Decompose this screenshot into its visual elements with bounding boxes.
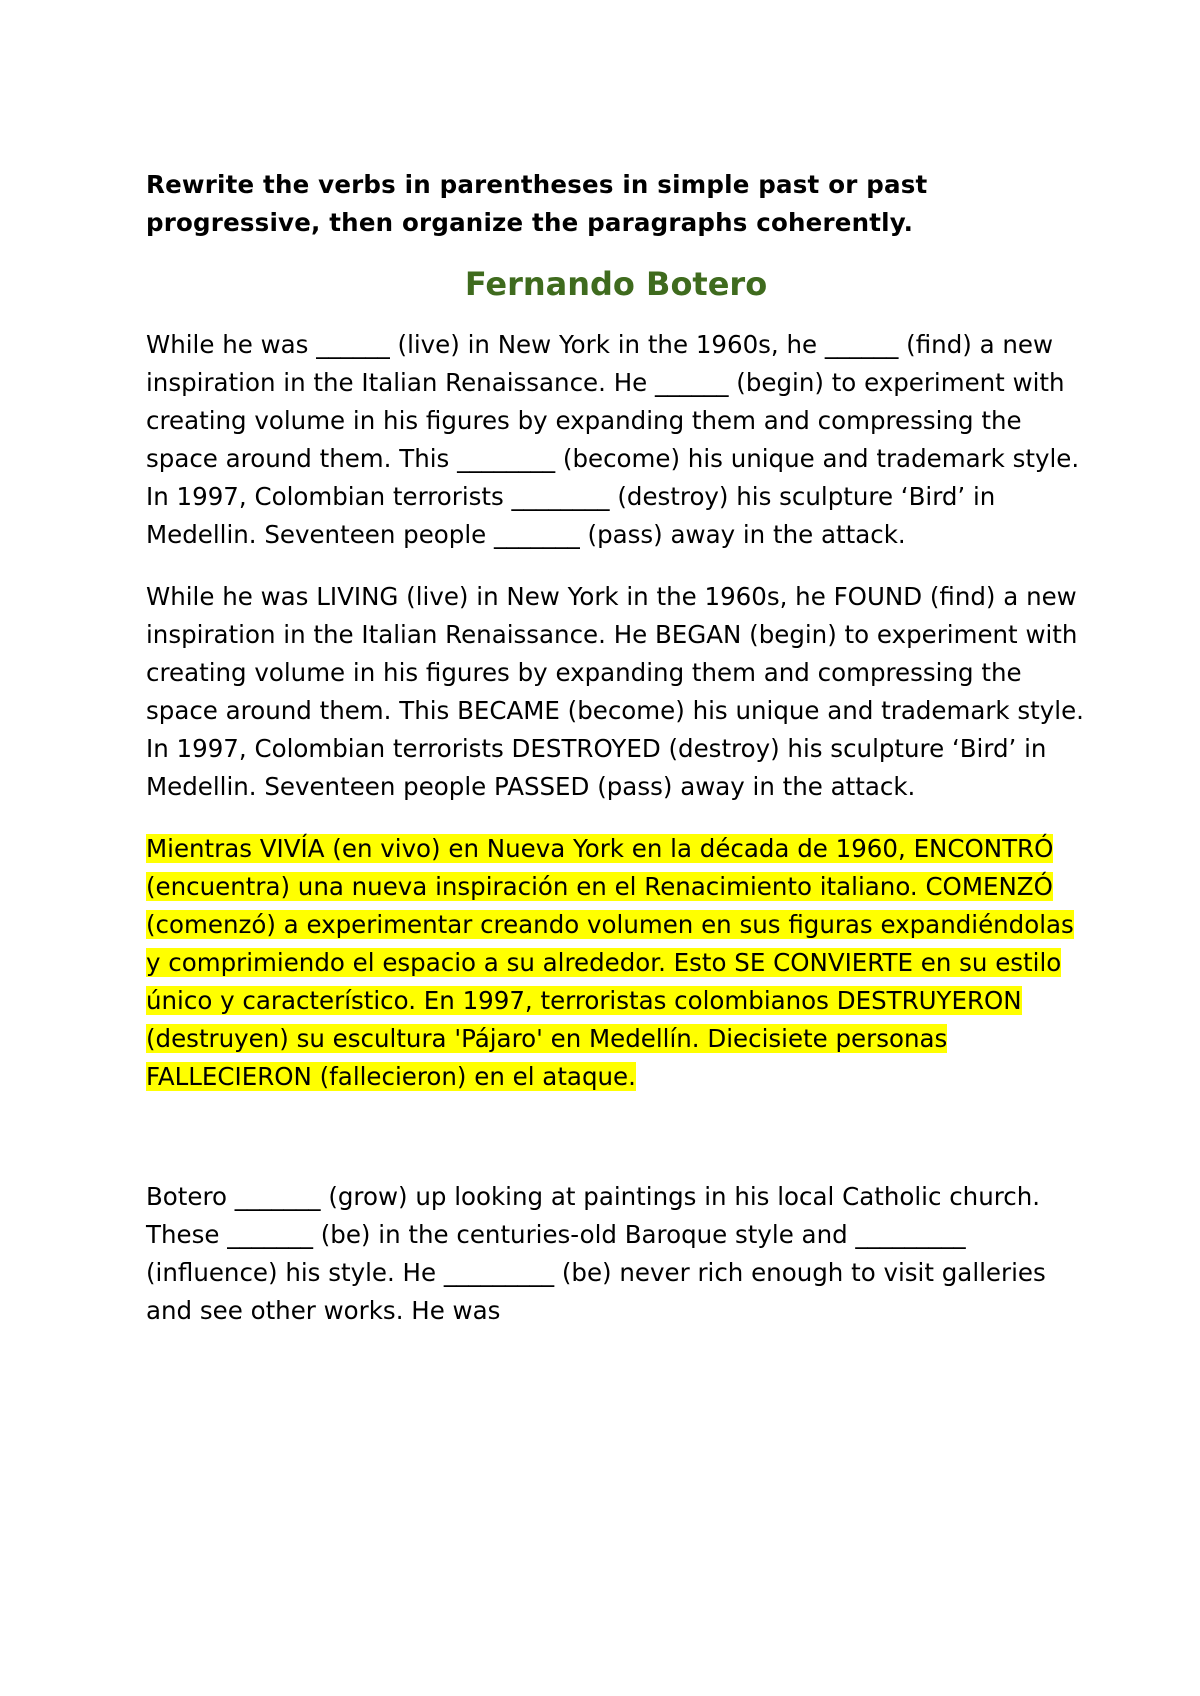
exercise-paragraph-2: Botero _______ (grow) up looking at paintings in his local Catholic church. These _______ (be) in the centuries-old Baroque style and _________ (influence) his style. He _________ (be) never rich enough to visit galleries and see other works. He was <box>146 1182 1046 1325</box>
exercise-paragraph-1: While he was ______ (live) in New York in the 1960s, he ______ (find) a new inspiration in the Italian Renaissance. He ______ (begin) to experiment with creating volume in his figures by expanding them and compressing the space around them. This ________ (become) his unique and trademark style. In 1997, Colombian terrorists ________ (destroy) his sculpture ‘Bird’ in Medellin. Seventeen people _______ (pass) away in the attack. <box>146 330 1080 549</box>
paragraph-spacer <box>146 1120 1086 1178</box>
translation-paragraph-highlighted <box>146 830 1086 1096</box>
highlighted-translation-text: Mientras VIVÍA (en vivo) en Nueva York en la década de 1960, ENCONTRÓ (encuentra) una nueva inspiración en el Renacimiento italiano. COMENZÓ (comenzó) a experimentar creando volumen en sus figuras expandiéndolas y comprimiendo el espacio a su alrededor. Esto SE CONVIERTE en su estilo único y característico. En 1997, terroristas colombianos DESTRUYERON (destruyen) su escultura 'Pájaro' en Medellín. Diecisiete personas FALLECIERON (fallecieron) en el ataque. <box>146 834 1074 1091</box>
answer-paragraph-1: While he was LIVING (live) in New York in the 1960s, he FOUND (find) a new inspiration in the Italian Renaissance. He BEGAN (begin) to experiment with creating volume in his figures by expanding them and compressing the space around them. This BECAME (become) his unique and trademark style. In 1997, Colombian terrorists DESTROYED (destroy) his sculpture ‘Bird’ in Medellin. Seventeen people PASSED (pass) away in the attack. <box>146 582 1084 801</box>
exercise-instruction: Rewrite the verbs in parentheses in simple past or past progressive, then organize the paragraphs coherently. <box>146 170 928 237</box>
document-title: Fernando Botero <box>464 265 768 303</box>
document-body <box>146 166 1086 1354</box>
